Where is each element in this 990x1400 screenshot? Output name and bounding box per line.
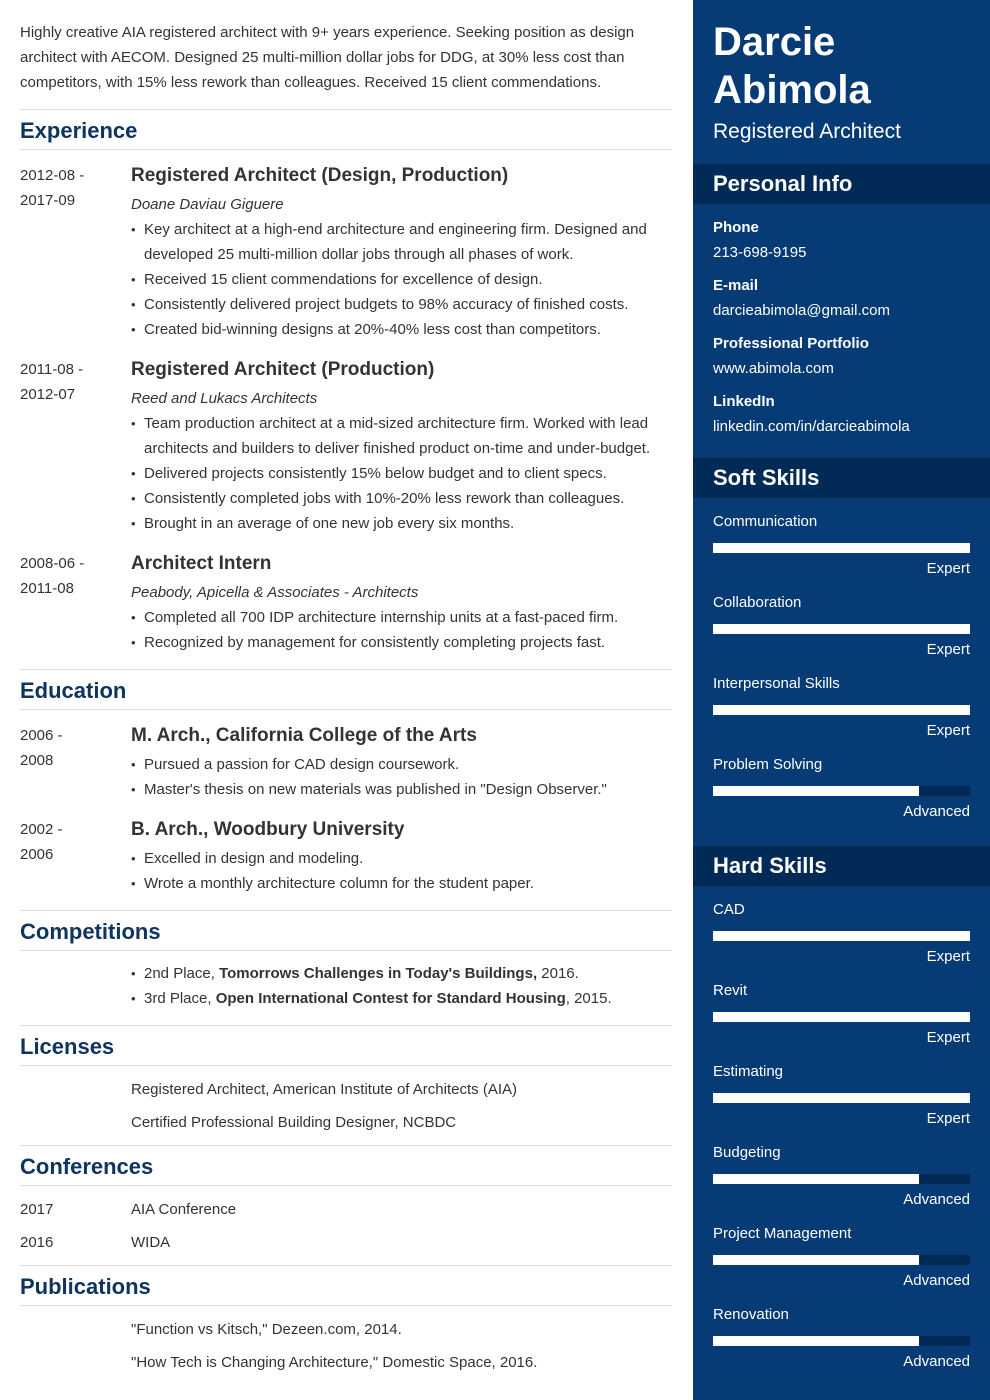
bullet-item: • Created bid-winning designs at 20%-40% less cost than competitors. (131, 317, 672, 342)
personal-info-heading: Personal Info (693, 164, 990, 204)
publications-section (20, 1266, 672, 1375)
placement: 3rd Place, (144, 990, 216, 1007)
skill-level-bar (713, 1255, 970, 1265)
skill-level-fill (713, 1336, 919, 1346)
licenses-heading: Licenses (20, 1026, 672, 1066)
bullet-item: • Brought in an average of one new job every six months. (131, 511, 672, 536)
education-entry (20, 817, 672, 896)
portfolio-link[interactable]: www.abimola.com (713, 360, 834, 377)
skill-item (713, 1224, 970, 1305)
bullet-item: • Excelled in design and modeling. (131, 846, 672, 871)
phone-value[interactable]: 213-698-9195 (713, 244, 807, 261)
skill-level-label: Advanced (903, 1191, 970, 1208)
bullet-item: • Key architect at a high-end architecture and engineering firm. Designed and developed 25 multi-million dollar jobs through all phases of work. (131, 217, 672, 267)
experience-heading: Experience (20, 110, 672, 150)
skill-level-bar (713, 624, 970, 634)
skill-level-bar (713, 543, 970, 553)
skill-level-label: Expert (926, 641, 970, 658)
skill-level-label: Expert (926, 1029, 970, 1046)
publication-row (20, 1350, 672, 1375)
skill-level-bar (713, 1012, 970, 1022)
skill-name: Renovation (713, 1306, 789, 1323)
competition-item (131, 986, 672, 1011)
education-section (20, 670, 672, 911)
bullet-item: • Pursued a passion for CAD design coursework. (131, 752, 672, 777)
competition-name: Open International Contest for Standard Housing (215, 990, 566, 1007)
licenses-section (20, 1026, 672, 1146)
bullet-item: • Received 15 client commendations for excellence of design. (131, 267, 672, 292)
resume-main-column (20, 0, 672, 1375)
license-item: Certified Professional Building Designer, NCBDC (131, 1114, 457, 1131)
bullet-item: • Completed all 700 IDP architecture internship units at a fast-paced firm. (131, 605, 672, 630)
skill-item (713, 755, 970, 836)
skill-name: Communication (713, 513, 818, 530)
skill-item (713, 1305, 970, 1386)
competitions-heading: Competitions (20, 911, 672, 951)
skill-level-bar (713, 1174, 970, 1184)
bullet-item: • Team production architect at a mid-sized architecture firm. Worked with lead architects and builders to deliver finished product on-time and under-budget. (131, 411, 672, 461)
skill-level-label: Expert (926, 722, 970, 739)
skill-level-label: Advanced (903, 803, 970, 820)
skill-item (713, 981, 970, 1062)
company-name: Doane Daviau Giguere (131, 196, 284, 213)
skill-level-fill (713, 1174, 919, 1184)
date-spacer (20, 961, 131, 1011)
personal-info-list (693, 204, 990, 458)
conference-row (20, 1197, 672, 1222)
skill-level-label: Expert (926, 948, 970, 965)
email-value[interactable]: darcieabimola@gmail.com (713, 302, 890, 319)
linkedin-link[interactable]: linkedin.com/in/darcieabimola (713, 418, 910, 435)
entry-dates (20, 817, 131, 896)
conference-row (20, 1230, 672, 1255)
company-name: Peabody, Apicella & Associates - Architects (131, 584, 419, 601)
skill-item (713, 674, 970, 755)
license-row (20, 1110, 672, 1135)
resume-sidebar (693, 0, 990, 1400)
skill-level-label: Advanced (903, 1353, 970, 1370)
company-name: Reed and Lukacs Architects (131, 390, 318, 407)
bullet-list (131, 846, 672, 896)
job-title: Architect Intern (131, 553, 272, 574)
experience-entry (20, 357, 672, 536)
skill-level-label: Advanced (903, 1272, 970, 1289)
competition-name: Tomorrows Challenges in Today's Buildings, (219, 965, 538, 982)
experience-section (20, 110, 672, 670)
skill-name: Budgeting (713, 1144, 781, 1161)
hard-skills-heading: Hard Skills (693, 846, 990, 886)
skill-item (713, 593, 970, 674)
skill-item (713, 512, 970, 593)
date-end: 2006 (20, 846, 54, 863)
entry-dates (20, 723, 131, 802)
soft-skills-list (693, 498, 990, 846)
skill-level-fill (713, 543, 970, 553)
skill-name: Revit (713, 982, 748, 999)
competition-list (131, 961, 672, 1011)
candidate-name (693, 0, 990, 114)
skill-level-label: Expert (926, 1110, 970, 1127)
competition-year: 2016. (537, 965, 579, 982)
skill-name: Problem Solving (713, 756, 823, 773)
email-label: E-mail (713, 277, 759, 294)
competitions-entry (20, 961, 672, 1011)
education-heading: Education (20, 670, 672, 710)
hard-skills-list (693, 886, 990, 1396)
skill-item (713, 1143, 970, 1224)
entry-dates (20, 357, 131, 536)
skill-level-fill (713, 931, 970, 941)
entry-dates (20, 551, 131, 655)
date-end: 2012-07 (20, 386, 76, 403)
bullet-list (131, 217, 672, 342)
job-title: Registered Architect (Design, Production) (131, 165, 509, 186)
skill-item (713, 900, 970, 981)
date-start: 2008-06 - (20, 555, 85, 572)
date-end: 2011-08 (20, 580, 74, 597)
competitions-section (20, 911, 672, 1026)
conference-year: 2016 (20, 1234, 54, 1251)
date-start: 2011-08 - (20, 361, 84, 378)
skill-name: Project Management (713, 1225, 852, 1242)
publication-item: "Function vs Kitsch," Dezeen.com, 2014. (131, 1321, 402, 1338)
degree-title: B. Arch., Woodbury University (131, 819, 405, 840)
skill-name: CAD (713, 901, 745, 918)
bullet-list (131, 411, 672, 536)
summary-paragraph: Highly creative AIA registered architect with 9+ years experience. Seeking position as design architect with AECOM. Designed 25 multi-million dollar jobs for DDG, at 30% less cost than competitors, with 15% less rework than colleagues. Received 15 client commendations. (20, 0, 672, 110)
skill-level-bar (713, 1093, 970, 1103)
skill-name: Interpersonal Skills (713, 675, 840, 692)
date-end: 2008 (20, 752, 54, 769)
placement: 2nd Place, (144, 965, 220, 982)
job-title: Registered Architect (Production) (131, 359, 435, 380)
last-name: Abimola (713, 68, 871, 112)
skill-name: Collaboration (713, 594, 802, 611)
bullet-item: • Consistently completed jobs with 10%-20% less rework than colleagues. (131, 486, 672, 511)
skill-level-fill (713, 705, 970, 715)
date-end: 2017-09 (20, 192, 76, 209)
skill-level-fill (713, 624, 970, 634)
degree-title: M. Arch., California College of the Arts (131, 725, 477, 746)
linkedin-label: LinkedIn (713, 393, 775, 410)
date-start: 2002 - (20, 821, 63, 838)
conferences-heading: Conferences (20, 1146, 672, 1186)
skill-level-bar (713, 931, 970, 941)
skill-level-fill (713, 1093, 970, 1103)
bullet-item: • Recognized by management for consistently completing projects fast. (131, 630, 672, 655)
license-item: Registered Architect, American Institute of Architects (AIA) (131, 1081, 517, 1098)
license-row (20, 1077, 672, 1102)
experience-entry (20, 551, 672, 655)
skill-level-bar (713, 786, 970, 796)
skill-level-fill (713, 1255, 919, 1265)
portfolio-label: Professional Portfolio (713, 335, 869, 352)
phone-label: Phone (713, 219, 759, 236)
bullet-item: • Wrote a monthly architecture column for the student paper. (131, 871, 672, 896)
date-start: 2012-08 - (20, 167, 85, 184)
competition-item (131, 961, 672, 986)
publication-row (20, 1317, 672, 1342)
experience-entry (20, 163, 672, 342)
skill-level-label: Expert (926, 560, 970, 577)
date-start: 2006 - (20, 727, 63, 744)
bullet-item: • Consistently delivered project budgets to 98% accuracy of finished costs. (131, 292, 672, 317)
conferences-section (20, 1146, 672, 1266)
bullet-list (131, 605, 672, 655)
entry-dates (20, 163, 131, 342)
soft-skills-heading: Soft Skills (693, 458, 990, 498)
skill-level-fill (713, 786, 919, 796)
publications-heading: Publications (20, 1266, 672, 1306)
bullet-item: • Delivered projects consistently 15% below budget and to client specs. (131, 461, 672, 486)
conference-name: WIDA (131, 1234, 171, 1251)
bullet-list (131, 752, 672, 802)
education-entry (20, 723, 672, 802)
candidate-title: Registered Architect (713, 120, 901, 143)
first-name: Darcie (713, 20, 836, 64)
skill-level-fill (713, 1012, 970, 1022)
skill-level-bar (713, 705, 970, 715)
bullet-item: • Master's thesis on new materials was published in "Design Observer." (131, 777, 672, 802)
conference-year: 2017 (20, 1201, 54, 1218)
skill-item (713, 1062, 970, 1143)
skill-level-bar (713, 1336, 970, 1346)
conference-name: AIA Conference (131, 1201, 237, 1218)
skill-name: Estimating (713, 1063, 784, 1080)
competition-year: , 2015. (565, 990, 612, 1007)
publication-item: "How Tech is Changing Architecture," Domestic Space, 2016. (131, 1354, 538, 1371)
